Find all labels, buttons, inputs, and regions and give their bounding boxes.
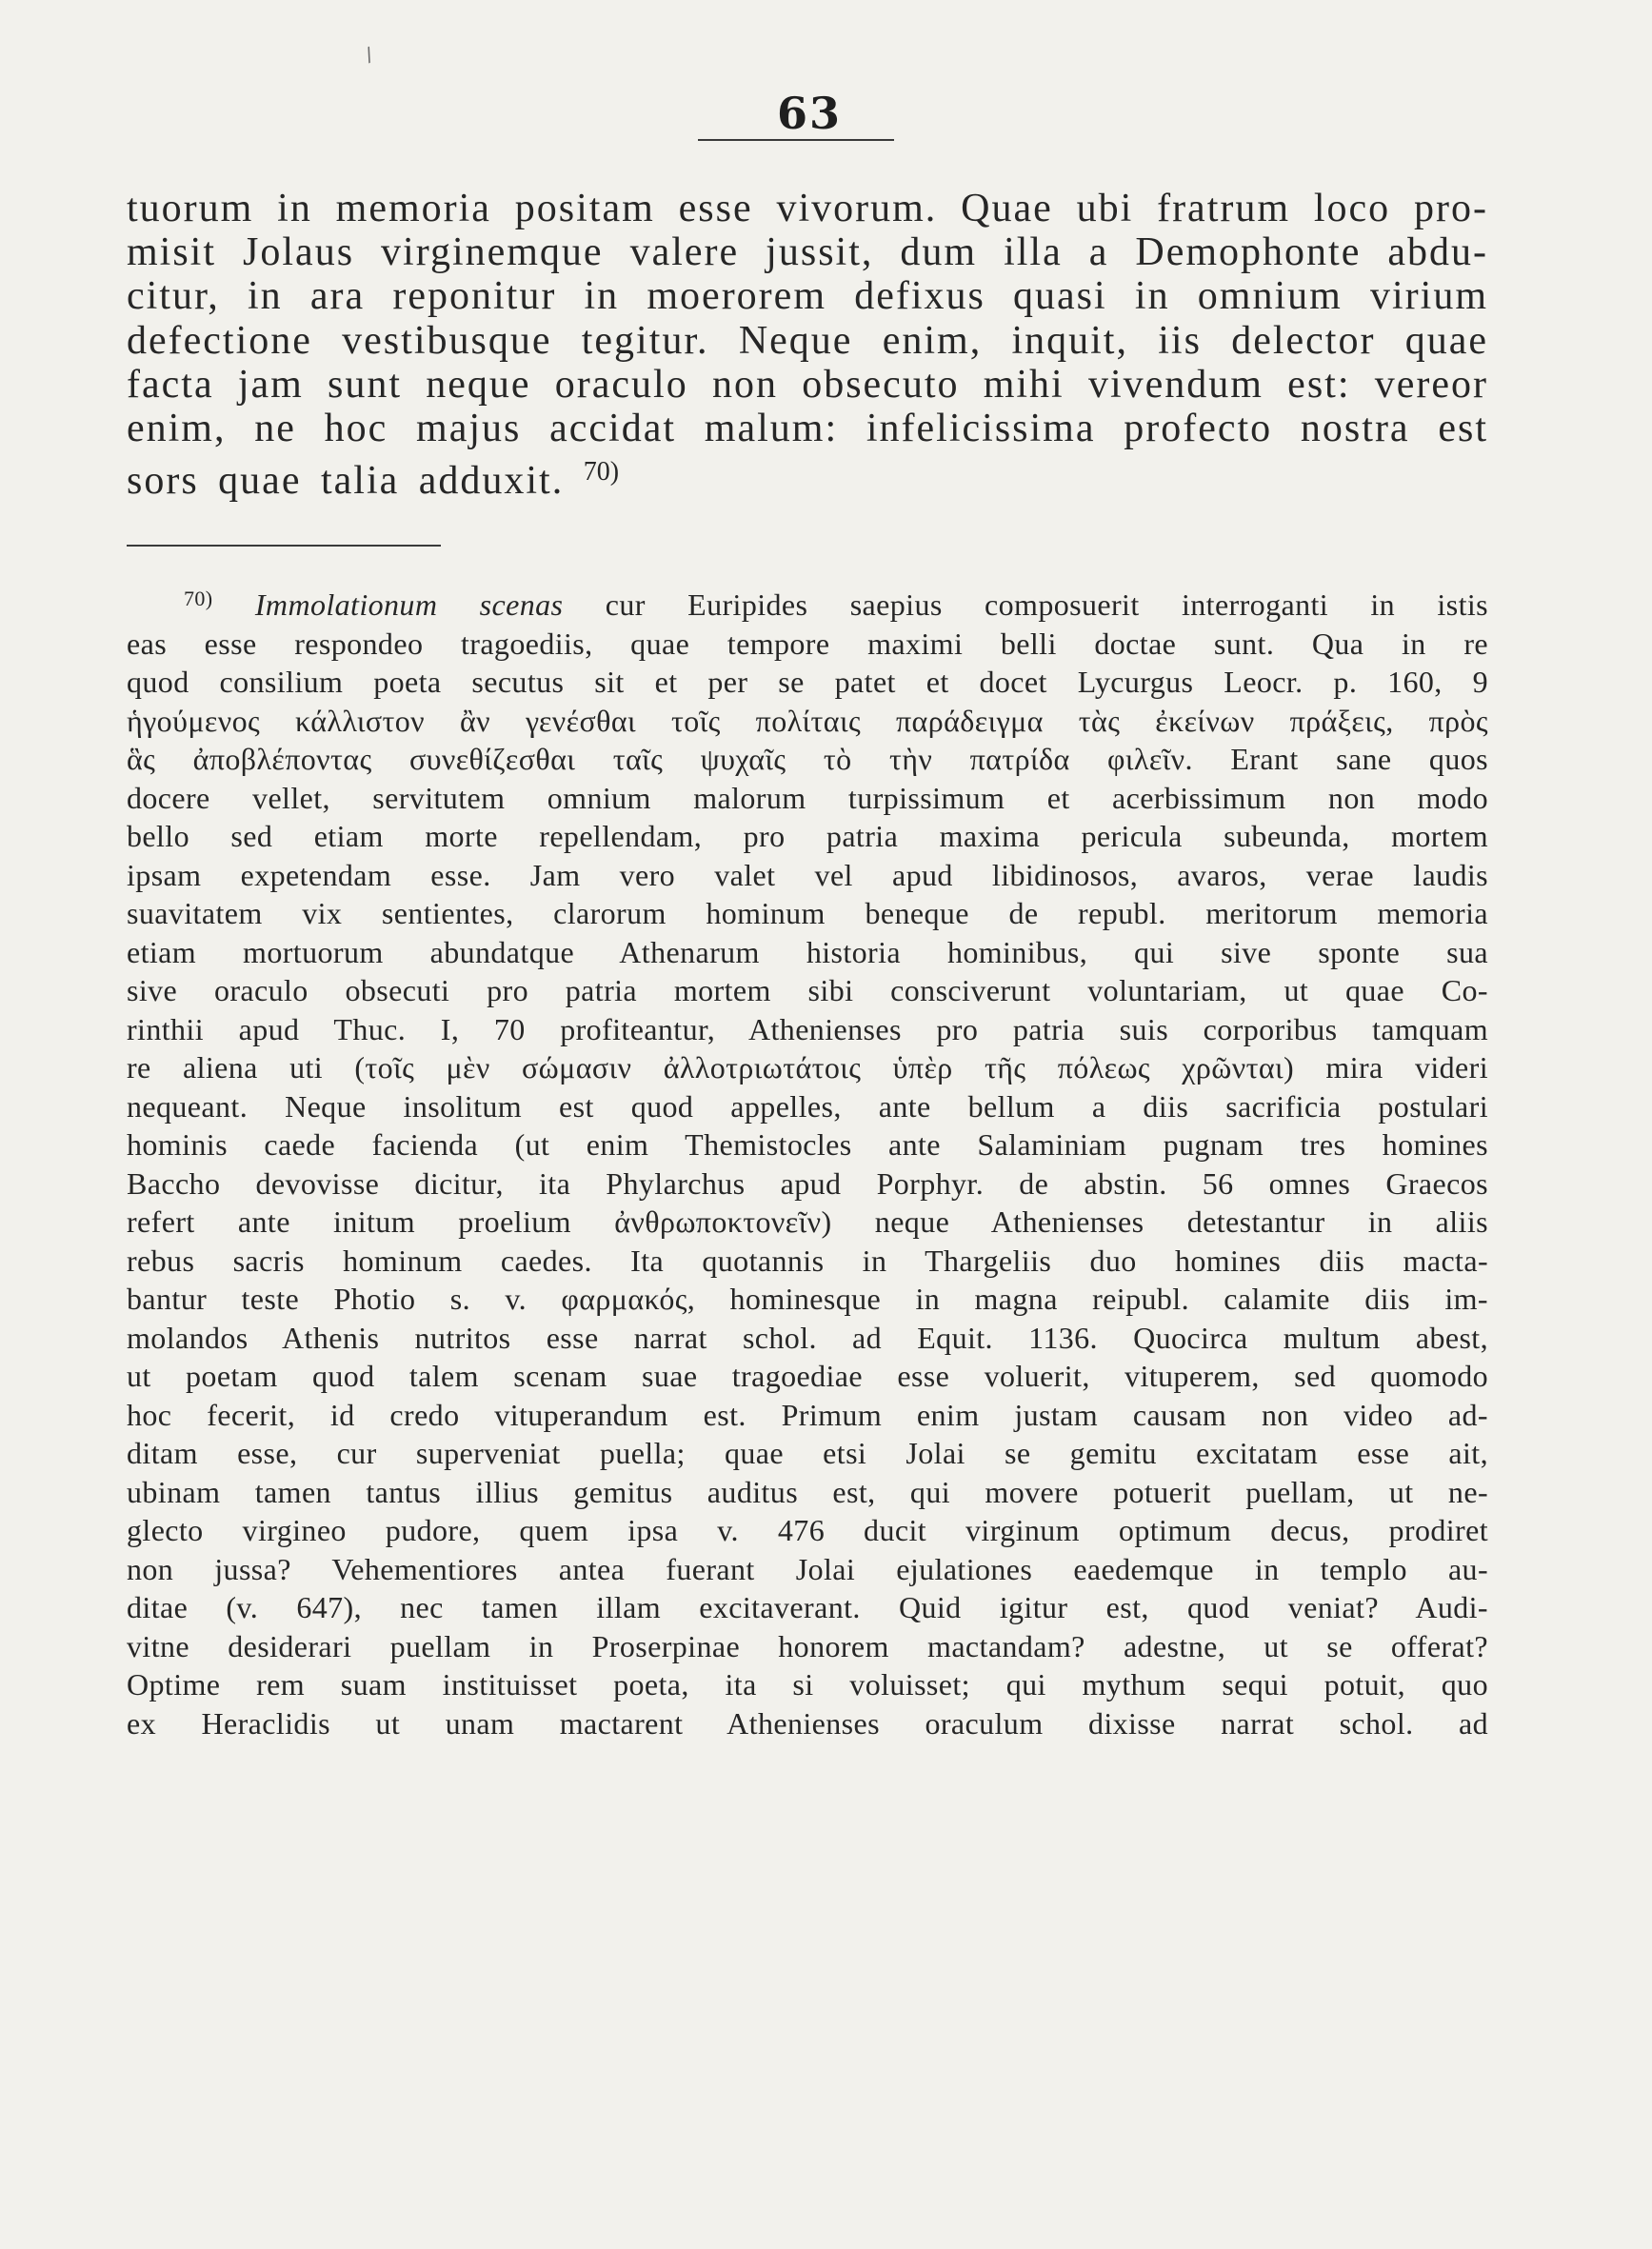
footnote-line-greek: refert ante initum proelium ἀνθρωποκτονεῖν) neque Athenienses detestantur in aliis (127, 1204, 1488, 1239)
footnote-line: vitne desiderari puellam in Proserpinae honorem mactandam? adestne, ut se offerat? (127, 1628, 1488, 1663)
footnote-line: docere vellet, servitutem omnium malorum turpissimum et acerbissimum non modo (127, 780, 1488, 815)
footnote-line: quod consilium poeta secutus sit et per se patet et docet Lycurgus Leocr. p. 160, 9 (127, 665, 1488, 699)
footnote-line: nequeant. Neque insolitum est quod appelles, ante bellum a diis sacrificia postulari (127, 1088, 1488, 1124)
footnote-reference: 70) (583, 457, 620, 488)
footnote-separator (127, 545, 441, 547)
footnote-line: ditae (v. 647), nec tamen illam excitaverant. Quid igitur est, quod veniat? Audi- (127, 1590, 1488, 1624)
footnote-line: hominis caede facienda (ut enim Themistocles ante Salaminiam pugnam tres homines (127, 1127, 1488, 1162)
footnote-line-greek: ἃς ἀποβλέποντας συνεθίζεσθαι ταῖς ψυχαῖς τὸ τὴν πατρίδα φιλεῖν. Erant sane quos (127, 742, 1488, 776)
page-number: 63 (776, 88, 842, 139)
footnote-line: ubinam tamen tantus illius gemitus auditus est, qui movere potuerit puellam, ut ne- (127, 1474, 1488, 1509)
footnote-marker: 70) (184, 587, 213, 610)
footnote-line-greek: ἡγούμενος κάλλιστον ἂν γενέσθαι τοῖς πολίταις παράδειγμα τὰς ἐκείνων πράξεις, πρὸς (127, 703, 1488, 738)
main-line: citur, in ara reponitur in moerorem defixus quasi in omnium virium (127, 274, 1488, 319)
main-line: sors quae talia adduxit. (127, 459, 565, 504)
main-paragraph (127, 187, 1488, 503)
stray-mark: / (362, 42, 376, 67)
main-line: tuorum in memoria positam esse vivorum. Quae ubi fratrum loco pro- (127, 187, 1488, 230)
footnote-line: ut poetam quod talem scenam suae tragoediae esse voluerit, vituperem, sed quomodo (127, 1359, 1488, 1393)
footnote-line: rinthii apud Thuc. I, 70 profiteantur, Athenienses pro patria suis corporibus tamquam (127, 1011, 1488, 1046)
footnote-line: non jussa? Vehementiores antea fuerant Jolai ejulationes eaedemque in templo au- (127, 1551, 1488, 1586)
header-rule (698, 139, 894, 141)
footnote-line: suavitatem vix sentientes, clarorum hominum beneque de republ. meritorum memoria (127, 896, 1488, 930)
footnote-line: eas esse respondeo tragoediis, quae tempore maximi belli doctae sunt. Qua in re (127, 626, 1488, 661)
main-line: defectione vestibusque tegitur. Neque enim, inquit, iis delector quae (127, 318, 1488, 363)
footnote-line: ipsam expetendam esse. Jam vero valet vel apud libidinosos, avaros, verae laudis (127, 857, 1488, 892)
footnote-line: cur Euripides saepius composuerit interroganti in istis (605, 587, 1488, 622)
footnote-first-line (127, 580, 1488, 625)
footnote-line: bello sed etiam morte repellendam, pro patria maxima pericula subeunda, mortem (127, 819, 1488, 853)
footnote-line: glecto virgineo pudore, quem ipsa v. 476 ducit virginum optimum decus, prodiret (127, 1513, 1488, 1547)
footnote-line: ex Heraclidis ut unam mactarent Athenienses oraculum dixisse narrat schol. ad (127, 1705, 1488, 1741)
footnote-line: molandos Athenis nutritos esse narrat schol. ad Equit. 1136. Quocirca multum abest, (127, 1320, 1488, 1355)
main-line-last (127, 450, 1488, 503)
footnote-line: hoc fecerit, id credo vituperandum est. Primum enim justam causam non video ad- (127, 1397, 1488, 1432)
footnote-line-greek: bantur teste Photio s. v. φαρμακός, hominesque in magna reipubl. calamite diis im- (127, 1282, 1488, 1316)
main-line: facta jam sunt neque oraculo non obsecuto mihi vivendum est: vereor (127, 362, 1488, 407)
footnote-line: Optime rem suam instituisset poeta, ita si voluisset; qui mythum sequi potuit, quo (127, 1667, 1488, 1702)
footnote-line: etiam mortuorum abundatque Athenarum historia hominibus, qui sive sponte sua (127, 934, 1488, 969)
main-line: enim, ne hoc majus accidat malum: infelicissima profecto nostra est (127, 407, 1488, 451)
footnote-line: rebus sacris hominum caedes. Ita quotannis in Thargeliis duo homines diis macta- (127, 1243, 1488, 1278)
footnote-line: Baccho devovisse dicitur, ita Phylarchus apud Porphyr. de abstin. 56 omnes Graecos (127, 1165, 1488, 1201)
main-line: misit Jolaus virginemque valere jussit, dum illa a Demophonte abdu- (127, 230, 1488, 275)
footnote-line: sive oraculo obsecuti pro patria mortem sibi consciverunt voluntariam, ut quae Co- (127, 973, 1488, 1007)
footnote-lead-italic: Immolationum scenas (254, 587, 564, 622)
footnote (127, 580, 1488, 1742)
footnote-line: ditam esse, cur superveniat puella; quae etsi Jolai se gemitu excitatam esse ait, (127, 1436, 1488, 1470)
footnote-line-greek: re aliena uti (τοῖς μὲν σώμασιν ἀλλοτριωτάτοις ὑπὲρ τῆς πόλεως χρῶνται) mira videri (127, 1050, 1488, 1085)
